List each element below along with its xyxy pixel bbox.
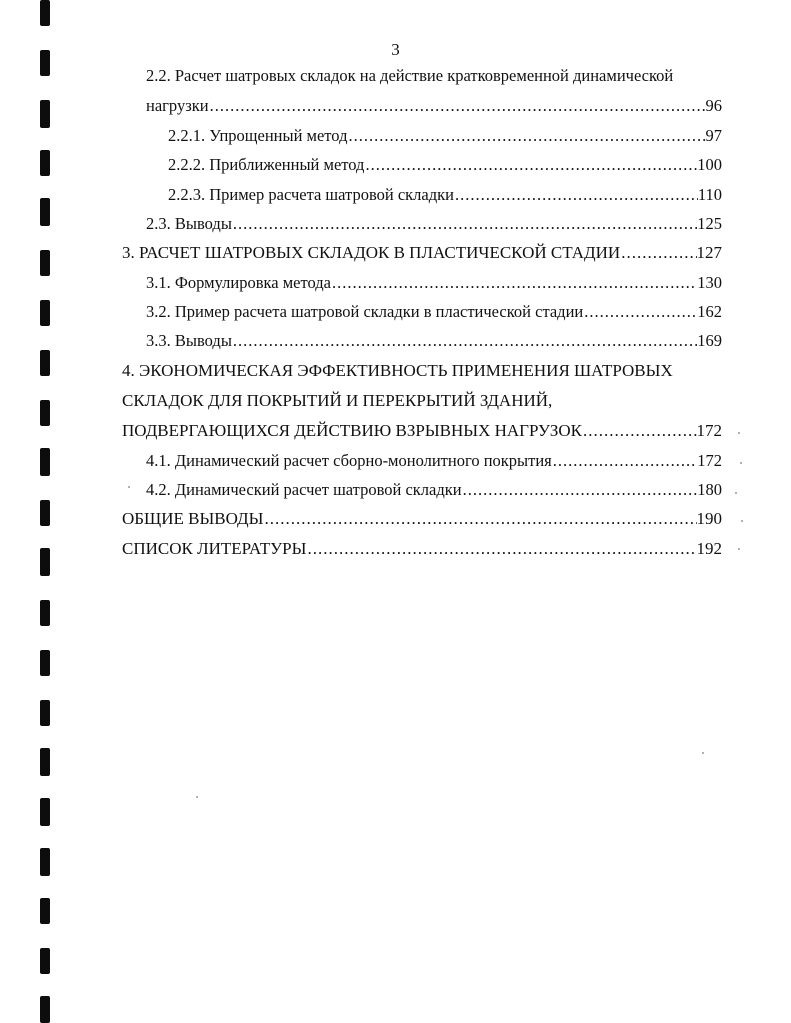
binding-hole (40, 748, 50, 776)
binding-hole (40, 100, 50, 128)
leader-dots (462, 480, 698, 500)
toc-title: 4.2. Динамический расчет шатровой складки (146, 480, 462, 499)
binding-hole (40, 250, 50, 276)
toc-entry-3 (122, 243, 722, 263)
toc-page-number: 110 (697, 185, 722, 204)
toc-entry-references (122, 539, 722, 559)
binding-hole (40, 798, 50, 826)
toc-page-number: 190 (696, 509, 722, 528)
toc-title: 2.2.1. Упрощенный метод (168, 126, 348, 145)
toc-title: СПИСОК ЛИТЕРАТУРЫ (122, 539, 307, 558)
toc-title: нагрузки (146, 96, 209, 115)
toc-title: 4.1. Динамический расчет сборно-монолитного покрытия (146, 451, 552, 470)
toc-page-number: 192 (696, 539, 722, 558)
toc-title: 3.1. Формулировка метода (146, 273, 331, 292)
toc-page-number: 162 (697, 302, 722, 321)
leader-dots (331, 273, 697, 293)
toc-entry-4 (122, 421, 722, 441)
binding-hole (40, 948, 50, 974)
scan-speck (128, 486, 130, 488)
binding-hole (40, 448, 50, 476)
toc-entry-2-3 (146, 214, 722, 234)
binding-hole (40, 500, 50, 526)
toc-page-number: 172 (696, 421, 722, 440)
leader-dots (454, 185, 698, 205)
scan-speck (740, 462, 742, 464)
scan-speck (741, 520, 743, 522)
binding-hole (40, 350, 50, 376)
toc-page-number: 130 (697, 273, 722, 292)
toc-page-number: 172 (697, 451, 722, 470)
toc-title: 2.2.2. Приближенный метод (168, 155, 365, 174)
toc-page-number: 97 (705, 126, 722, 145)
binding-hole (40, 400, 50, 426)
leader-dots (583, 302, 697, 322)
toc-entry-2-2 (146, 96, 722, 116)
toc-title: 3. РАСЧЕТ ШАТРОВЫХ СКЛАДОК В ПЛАСТИЧЕСКОЙ СТАДИИ (122, 243, 621, 262)
binding-hole (40, 600, 50, 626)
leader-dots (582, 421, 697, 441)
scan-speck (735, 492, 737, 494)
toc-title: ПОДВЕРГАЮЩИХСЯ ДЕЙСТВИЮ ВЗРЫВНЫХ НАГРУЗОК (122, 421, 582, 440)
binding-hole (40, 548, 50, 576)
binding-hole (40, 848, 50, 876)
binding-hole (40, 700, 50, 726)
toc-entry-2-2-2 (168, 155, 722, 175)
toc-page-number: 100 (697, 155, 722, 174)
binding-hole (40, 150, 50, 176)
binding-hole (40, 650, 50, 676)
toc-title: 2.2.3. Пример расчета шатровой складки (168, 185, 454, 204)
leader-dots (552, 451, 697, 471)
toc-title: 3.3. Выводы (146, 331, 232, 350)
leader-dots (620, 243, 696, 263)
toc-entry-3-3 (146, 331, 722, 351)
toc-entry-3-1 (146, 273, 722, 293)
toc-entry-2-2-1 (168, 126, 722, 146)
toc-entry-2-2-3 (168, 185, 722, 205)
scan-speck (738, 548, 740, 550)
toc-page-number: 125 (697, 214, 722, 233)
scan-speck (738, 432, 740, 434)
toc-entry-2-2-title: 2.2. Расчет шатровых складок на действие кратковременной динамической (146, 66, 674, 85)
binding-hole (40, 996, 50, 1023)
toc-entry-4-title: СКЛАДОК ДЛЯ ПОКРЫТИЙ И ПЕРЕКРЫТИЙ ЗДАНИЙ, (122, 391, 553, 410)
binding-hole (40, 300, 50, 326)
toc-entry-conclusions (122, 509, 722, 529)
toc-entry-4-title: 4. ЭКОНОМИЧЕСКАЯ ЭФФЕКТИВНОСТЬ ПРИМЕНЕНИЯ ШАТРОВЫХ (122, 361, 673, 380)
toc-page-number: 169 (697, 331, 722, 350)
binding-hole (40, 898, 50, 924)
toc-title: 2.3. Выводы (146, 214, 232, 233)
binding-hole (40, 198, 50, 226)
toc-page-number: 127 (696, 243, 722, 262)
toc-title: 3.2. Пример расчета шатровой складки в пластической стадии (146, 302, 584, 321)
toc-entry-4-2 (146, 480, 722, 500)
toc-entry-3-2 (146, 302, 722, 322)
leader-dots (306, 539, 696, 559)
toc-page-number: 180 (697, 480, 722, 499)
leader-dots (347, 126, 705, 146)
leader-dots (263, 509, 696, 529)
scan-speck (196, 796, 198, 798)
leader-dots (232, 331, 697, 351)
binding-hole (40, 0, 50, 26)
page-number: 3 (391, 40, 400, 59)
scan-speck (702, 752, 704, 754)
toc-page-number: 96 (705, 96, 722, 115)
leader-dots (364, 155, 697, 175)
leader-dots (232, 214, 697, 234)
toc-entry-4-1 (146, 451, 722, 471)
leader-dots (209, 96, 706, 116)
toc-title: ОБЩИЕ ВЫВОДЫ (122, 509, 264, 528)
